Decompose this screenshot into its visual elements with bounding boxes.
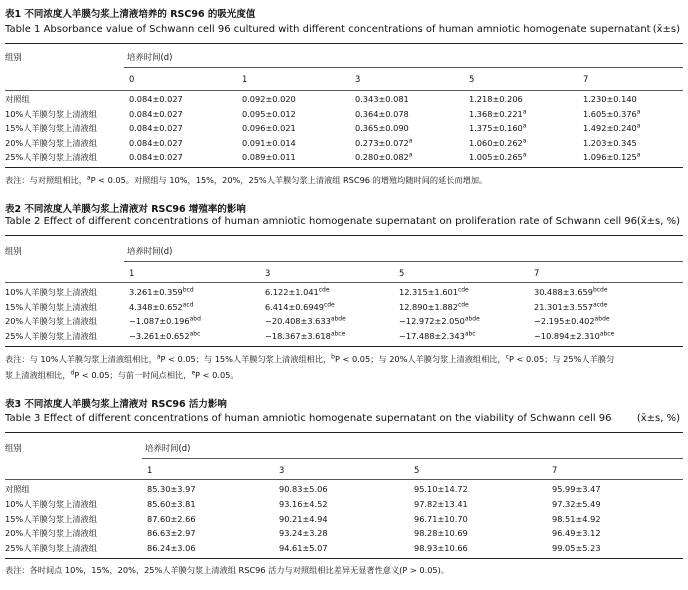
cell-value: 86.63±2.97 bbox=[147, 528, 196, 539]
table-cell bbox=[147, 543, 196, 553]
table-cell bbox=[242, 109, 296, 119]
table-1-time-header: 培养时间(d) bbox=[127, 52, 173, 62]
table-2-note-line bbox=[5, 351, 675, 367]
table-cell bbox=[279, 499, 328, 509]
cell-value: 96.71±10.70 bbox=[414, 513, 468, 524]
table-2-unit: (x̄±s, %) bbox=[636, 216, 680, 227]
cell-significance-mark: cde bbox=[457, 286, 469, 294]
table-1-top-rule bbox=[5, 43, 683, 44]
table-3-day-header: 7 bbox=[552, 465, 558, 475]
table-cell bbox=[265, 331, 345, 341]
cell-value: 0.084±0.027 bbox=[129, 137, 183, 148]
cell-value: 0.084±0.027 bbox=[129, 108, 183, 119]
table-cell bbox=[583, 138, 637, 148]
cell-value: 1.375±0.160 bbox=[469, 123, 523, 133]
row-group-label: 20%人羊膜匀浆上清液组 bbox=[5, 316, 97, 326]
table-cell bbox=[129, 123, 183, 133]
table-1-bottom-rule bbox=[5, 167, 683, 168]
cell-significance-mark: a bbox=[408, 136, 413, 144]
table-3-day-header: 1 bbox=[147, 465, 153, 475]
cell-value: 1.605±0.376 bbox=[583, 108, 637, 119]
cell-value: 3.261±0.359 bbox=[129, 287, 183, 297]
cell-value: 6.414±0.6949 bbox=[265, 301, 324, 312]
cell-value: 85.30±3.97 bbox=[147, 484, 196, 494]
table-cell bbox=[399, 331, 476, 341]
table-2-note-text: 浆上清液组相比， bbox=[5, 370, 71, 380]
table-cell bbox=[534, 287, 608, 297]
table-cell bbox=[355, 138, 412, 148]
table-cell bbox=[355, 123, 409, 133]
table-cell bbox=[355, 94, 409, 104]
cell-value: 0.092±0.020 bbox=[242, 94, 296, 104]
table-2-note-mark: d bbox=[70, 369, 75, 377]
cell-value: 98.28±10.69 bbox=[414, 528, 468, 539]
cell-value: 98.51±4.92 bbox=[552, 513, 601, 524]
cell-value: −20.408±3.633 bbox=[265, 316, 331, 326]
table-2-title-en: Table 2 Effect of different concentrations of human amniotic homogenate supernatant on proliferation rate of Schwann cell 96 bbox=[5, 216, 638, 227]
table-cell bbox=[129, 316, 201, 326]
cell-significance-mark: a bbox=[636, 122, 641, 130]
table-1-title-cn: 表1 不同浓度人羊膜匀浆上清液培养的 RSC96 的吸光度值 bbox=[5, 9, 256, 20]
table-2-time-header: 培养时间(d) bbox=[127, 246, 173, 256]
cell-value: 0.273±0.072 bbox=[355, 137, 409, 148]
table-1-note-mark: a bbox=[86, 174, 91, 182]
table-cell bbox=[147, 484, 196, 494]
cell-value: 0.096±0.021 bbox=[242, 123, 296, 133]
row-group-label: 20%人羊膜匀浆上清液组 bbox=[5, 137, 97, 148]
cell-significance-mark: a bbox=[636, 151, 641, 159]
table-3-title-en: Table 3 Effect of different concentrations of human amniotic homogenate supernatant on the viability of Schwann cell 96 bbox=[5, 413, 612, 424]
row-group-label: 25%人羊膜匀浆上清液组 bbox=[5, 330, 97, 341]
table-cell bbox=[469, 138, 526, 148]
cell-value: 97.82±13.41 bbox=[414, 498, 468, 509]
table-cell bbox=[414, 499, 468, 509]
cell-value: −1.087±0.196 bbox=[129, 316, 190, 326]
cell-value: 12.890±1.882 bbox=[399, 301, 458, 312]
table-2-top-rule bbox=[5, 235, 683, 236]
table-cell bbox=[534, 316, 610, 326]
table-cell bbox=[552, 499, 601, 509]
cell-value: 0.280±0.082 bbox=[355, 152, 409, 162]
cell-significance-mark: abce bbox=[330, 329, 346, 337]
table-2-note-mark: a bbox=[156, 353, 161, 361]
table-2-note-mark: b bbox=[331, 353, 335, 361]
cell-significance-mark: a bbox=[522, 151, 527, 159]
cell-value: 85.60±3.81 bbox=[147, 498, 196, 509]
table-3-header-rule bbox=[142, 458, 683, 459]
table-2-note-text: 表注：与 10%人羊膜匀浆上清液组相比， bbox=[5, 354, 157, 364]
table-1-body-rule bbox=[5, 90, 683, 91]
cell-value: 4.348±0.652 bbox=[129, 301, 183, 312]
table-cell bbox=[147, 499, 196, 509]
table-3-group-header: 组别 bbox=[5, 443, 22, 453]
cell-value: 97.32±5.49 bbox=[552, 498, 601, 509]
table-cell bbox=[583, 123, 640, 133]
table-3-day-header: 5 bbox=[414, 465, 420, 475]
table-cell bbox=[534, 302, 607, 312]
cell-value: 0.084±0.027 bbox=[129, 94, 183, 104]
table-cell bbox=[279, 484, 328, 494]
table-2-note-mark: e bbox=[191, 369, 196, 377]
cell-value: −17.488±2.343 bbox=[399, 330, 465, 341]
table-3-body-rule bbox=[5, 479, 683, 480]
table-cell bbox=[279, 543, 328, 553]
table-cell bbox=[414, 528, 468, 538]
cell-significance-mark: a bbox=[408, 151, 413, 159]
cell-significance-mark: abde bbox=[594, 315, 610, 323]
cell-value: 98.93±10.66 bbox=[414, 543, 468, 554]
cell-value: 30.488±3.659 bbox=[534, 287, 593, 297]
cell-significance-mark: a bbox=[522, 107, 527, 115]
table-cell bbox=[279, 528, 328, 538]
table-cell bbox=[242, 123, 296, 133]
cell-value: 90.21±4.94 bbox=[279, 513, 328, 524]
cell-value: 1.203±0.345 bbox=[583, 137, 637, 148]
cell-value: 1.492±0.240 bbox=[583, 123, 637, 133]
table-cell bbox=[129, 138, 183, 148]
table-cell bbox=[242, 94, 296, 104]
table-3-title-cn: 表3 不同浓度人羊膜匀浆上清液对 RSC96 活力影响 bbox=[5, 399, 227, 410]
cell-value: 0.091±0.014 bbox=[242, 137, 296, 148]
cell-value: 1.005±0.265 bbox=[469, 152, 523, 162]
row-group-label: 10%人羊膜匀浆上清液组 bbox=[5, 287, 97, 297]
cell-value: 96.49±3.12 bbox=[552, 528, 601, 539]
table-cell bbox=[534, 331, 614, 341]
table-2-title-cn: 表2 不同浓度人羊膜匀浆上清液对 RSC96 增殖率的影响 bbox=[5, 204, 246, 215]
table-cell bbox=[469, 94, 523, 104]
cell-significance-mark: acde bbox=[592, 300, 608, 308]
table-cell bbox=[355, 109, 409, 119]
row-group-label: 25%人羊膜匀浆上清液组 bbox=[5, 152, 97, 162]
cell-value: 99.05±5.23 bbox=[552, 543, 601, 554]
table-2-note-line bbox=[5, 367, 675, 383]
table-cell bbox=[147, 528, 196, 538]
cell-value: 94.61±5.07 bbox=[279, 543, 328, 554]
table-1-day-header: 3 bbox=[355, 74, 361, 84]
cell-significance-mark: abd bbox=[189, 315, 201, 323]
table-1-note-text: P < 0.05。对照组与 10%，15%，20%，25%人羊膜匀浆上清液组 RSC96 的增殖均随时间的延长而增加。 bbox=[90, 175, 488, 185]
table-2-body-rule bbox=[5, 282, 683, 283]
table-cell bbox=[129, 94, 183, 104]
cell-significance-mark: abde bbox=[330, 315, 346, 323]
table-cell bbox=[469, 123, 526, 133]
table-2-note-text: P < 0.05；与 25%人羊膜匀 bbox=[508, 354, 615, 364]
table-cell bbox=[552, 528, 601, 538]
table-cell bbox=[583, 152, 640, 162]
cell-significance-mark: abc bbox=[464, 329, 476, 337]
cell-value: 0.365±0.090 bbox=[355, 123, 409, 133]
table-2-bottom-rule bbox=[5, 346, 683, 347]
cell-value: 90.83±5.06 bbox=[279, 484, 328, 494]
cell-value: 95.10±14.72 bbox=[414, 484, 468, 494]
table-cell bbox=[399, 316, 480, 326]
cell-value: 87.60±2.66 bbox=[147, 513, 196, 524]
table-1-note bbox=[5, 172, 675, 188]
table-cell bbox=[552, 484, 601, 494]
cell-value: −2.195±0.402 bbox=[534, 316, 595, 326]
table-cell bbox=[265, 302, 335, 312]
cell-significance-mark: a bbox=[522, 136, 527, 144]
table-2-note-mark: c bbox=[505, 353, 509, 361]
table-cell bbox=[399, 302, 469, 312]
table-cell bbox=[399, 287, 469, 297]
cell-value: 95.99±3.47 bbox=[552, 484, 601, 494]
table-1-title-en: Table 1 Absorbance value of Schwann cell 96 cultured with different concentrations of human amniotic homogenate supernatant bbox=[5, 24, 651, 35]
cell-value: 0.095±0.012 bbox=[242, 108, 296, 119]
cell-value: 0.364±0.078 bbox=[355, 108, 409, 119]
row-group-label: 15%人羊膜匀浆上清液组 bbox=[5, 301, 97, 312]
cell-value: 21.301±3.557 bbox=[534, 301, 593, 312]
table-cell bbox=[242, 152, 296, 162]
cell-value: 1.368±0.221 bbox=[469, 108, 523, 119]
table-1-day-header: 5 bbox=[469, 74, 475, 84]
table-cell bbox=[129, 287, 194, 297]
cell-value: 93.24±3.28 bbox=[279, 528, 328, 539]
table-cell bbox=[129, 152, 183, 162]
cell-significance-mark: cde bbox=[323, 300, 335, 308]
cell-value: −10.894±2.310 bbox=[534, 330, 600, 341]
cell-value: 0.084±0.027 bbox=[129, 123, 183, 133]
table-2-note-text: P < 0.05；与 15%人羊膜匀浆上清液组相比， bbox=[160, 354, 332, 364]
cell-value: 6.122±1.041 bbox=[265, 287, 319, 297]
cell-value: 1.096±0.125 bbox=[583, 152, 637, 162]
row-group-label: 对照组 bbox=[5, 484, 30, 494]
row-group-label: 20%人羊膜匀浆上清液组 bbox=[5, 528, 97, 539]
cell-significance-mark: acd bbox=[182, 300, 194, 308]
table-cell bbox=[147, 514, 196, 524]
table-cell bbox=[414, 543, 468, 553]
row-group-label: 15%人羊膜匀浆上清液组 bbox=[5, 513, 97, 524]
row-group-label: 25%人羊膜匀浆上清液组 bbox=[5, 543, 97, 554]
table-2-note bbox=[5, 351, 675, 383]
table-2-day-header: 5 bbox=[399, 268, 405, 278]
table-cell bbox=[265, 316, 346, 326]
table-3-note: 表注：各时间点 10%，15%，20%，25%人羊膜匀浆上清液组 RSC96 活力与对照组相比差异无显著性意义(P > 0.05)。 bbox=[5, 565, 449, 575]
table-1-header-rule bbox=[124, 67, 683, 68]
row-group-label: 对照组 bbox=[5, 94, 30, 104]
cell-significance-mark: cde bbox=[318, 286, 330, 294]
cell-significance-mark: abce bbox=[599, 329, 615, 337]
table-cell bbox=[129, 302, 194, 312]
table-1-unit: (x̄±s) bbox=[652, 24, 680, 35]
row-group-label: 10%人羊膜匀浆上清液组 bbox=[5, 498, 97, 509]
table-2-note-text: P < 0.05；与前一时间点相比， bbox=[74, 370, 192, 380]
cell-value: 93.16±4.52 bbox=[279, 498, 328, 509]
cell-value: −12.972±2.050 bbox=[399, 316, 465, 326]
table-cell bbox=[414, 484, 468, 494]
table-cell bbox=[355, 152, 412, 162]
table-cell bbox=[265, 287, 330, 297]
table-1-group-header: 组别 bbox=[5, 52, 22, 62]
table-cell bbox=[583, 94, 637, 104]
table-cell bbox=[414, 514, 468, 524]
row-group-label: 10%人羊膜匀浆上清液组 bbox=[5, 108, 97, 119]
table-1-note-text: 表注：与对照组相比， bbox=[5, 175, 87, 185]
table-3-day-header: 3 bbox=[279, 465, 285, 475]
cell-value: 1.060±0.262 bbox=[469, 137, 523, 148]
table-cell bbox=[129, 109, 183, 119]
table-2-header-rule bbox=[124, 261, 683, 262]
cell-value: −3.261±0.652 bbox=[129, 330, 190, 341]
cell-significance-mark: bcde bbox=[592, 286, 608, 294]
table-2-group-header: 组别 bbox=[5, 246, 22, 256]
cell-value: 12.315±1.601 bbox=[399, 287, 458, 297]
table-1-day-header: 0 bbox=[129, 74, 135, 84]
cell-significance-mark: a bbox=[636, 107, 641, 115]
table-2-day-header: 3 bbox=[265, 268, 271, 278]
table-cell bbox=[583, 109, 640, 119]
row-group-label: 15%人羊膜匀浆上清液组 bbox=[5, 123, 97, 133]
cell-significance-mark: abc bbox=[189, 329, 201, 337]
table-cell bbox=[129, 331, 200, 341]
cell-value: 0.089±0.011 bbox=[242, 152, 296, 162]
table-3-unit: (x̄±s, %) bbox=[636, 413, 680, 424]
table-cell bbox=[469, 109, 526, 119]
table-3-top-rule bbox=[5, 432, 683, 433]
table-1-day-header: 1 bbox=[242, 74, 248, 84]
table-1-day-header: 7 bbox=[583, 74, 589, 84]
table-cell bbox=[469, 152, 526, 162]
table-2-day-header: 1 bbox=[129, 268, 135, 278]
cell-value: −18.367±3.618 bbox=[265, 330, 331, 341]
table-2-day-header: 7 bbox=[534, 268, 540, 278]
table-cell bbox=[242, 138, 296, 148]
table-3-time-header: 培养时间(d) bbox=[145, 443, 191, 453]
table-2-note-text: P < 0.05。 bbox=[195, 370, 239, 380]
table-cell bbox=[552, 543, 601, 553]
cell-significance-mark: cde bbox=[457, 300, 469, 308]
table-cell bbox=[279, 514, 328, 524]
table-2-note-text: P < 0.05；与 20%人羊膜匀浆上清液组相比， bbox=[334, 354, 506, 364]
cell-significance-mark: a bbox=[522, 122, 527, 130]
table-3-bottom-rule bbox=[5, 558, 683, 559]
cell-value: 0.343±0.081 bbox=[355, 94, 409, 104]
cell-significance-mark: abde bbox=[464, 315, 480, 323]
cell-value: 86.24±3.06 bbox=[147, 543, 196, 554]
cell-value: 0.084±0.027 bbox=[129, 152, 183, 162]
cell-value: 1.218±0.206 bbox=[469, 94, 523, 104]
table-cell bbox=[552, 514, 601, 524]
cell-significance-mark: bcd bbox=[182, 286, 194, 294]
cell-value: 1.230±0.140 bbox=[583, 94, 637, 104]
